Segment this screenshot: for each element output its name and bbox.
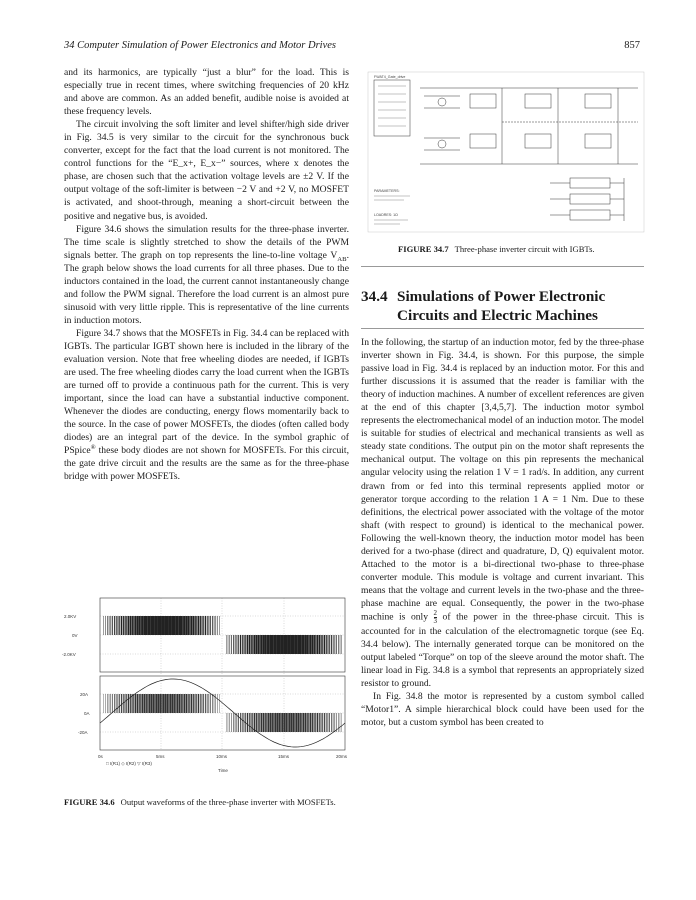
pwm-pulse [282,635,284,654]
pwm-pulse [263,635,265,654]
x-tick-label: 10ms [216,754,228,759]
y-tick-label: -20A [78,730,88,735]
pwm-pulse [195,694,196,713]
figure-34-6-waveforms [58,588,350,788]
pwm-pulse [259,635,261,654]
pwm-pulse [305,713,306,732]
pwm-pulse [205,694,206,713]
pwm-pulse [116,694,117,713]
pwm-pulse [240,635,241,654]
pwm-pulse [167,616,169,635]
pwm-pulse [242,635,243,654]
pwm-pulse [181,616,183,635]
page-number: 857 [624,40,640,51]
pwm-pulse [135,694,136,713]
pwm-pulse [321,713,322,732]
pwm-pulse [231,713,232,732]
pwm-pulse [165,616,167,635]
pwm-pulse [308,713,309,732]
pwm-pulse [256,713,257,732]
pwm-pulse [200,616,201,635]
figure-34-7-schematic [360,66,646,236]
schematic-params-label: PARAMETERS: [374,189,400,193]
pwm-pulse [338,635,339,654]
pwm-pulse [123,616,124,635]
pwm-pulse [286,713,288,732]
paragraph: In Fig. 34.8 the motor is represented by a custom symbol called “Motor1”. A simple hierarchical block could have been used for the motor, but a custom symbol has been created to [361,691,644,729]
pwm-pulse [249,635,250,654]
pwm-pulse [209,616,210,635]
pwm-pulse [268,713,269,732]
pwm-pulse [279,635,281,654]
pwm-pulse [266,635,268,654]
pwm-pulse [303,635,305,654]
pwm-pulse [331,635,332,654]
pwm-pulse [177,694,178,713]
pwm-pulse [139,616,141,635]
pwm-pulse [214,694,215,713]
pwm-pulse [322,635,323,654]
pwm-pulse [161,616,163,635]
pwm-pulse [112,616,113,635]
pwm-pulse [289,635,291,654]
pwm-pulse [280,635,282,654]
pwm-pulse [132,694,133,713]
pwm-pulse [149,694,150,713]
divider [361,328,644,329]
pwm-pulse [188,694,189,713]
pwm-pulse [158,694,160,713]
pwm-pulse [247,713,248,732]
pwm-pulse [251,713,252,732]
pwm-pulse [275,713,276,732]
paragraph: In the following, the startup of an induction motor, fed by the three-phase inverter shown in Fig. 34.4, is shown. For this purpose, the simple passive load in Fig. 34.4 is replaced by an induction motor. For this and further discussions it is assumed that the reader is familiar with the theory of induction machines. A number of excellent references are given at the end of this chapter [3,4,5,7]. The induction motor symbol represents the electromechanical model of an induction motor. The model is suitable for studies of electrical and mechanical transients as well as steady state conditions. The output pin on the motor shaft represents the mechanical output. The voltage on this pin represents the mechanical angular velocity using the relation 1 V = 1 rad/s. In addition, any current drawn from or fed into this terminal represents applied motor or generator torque according to the relation 1 A = 1 Nm. Due to these definitions, the electrical power associated with the voltage of the motor shaft (with respect to ground) is identical to the mechanical power. Following the well-known theory, the induction motor model has been derived for a two-phase (direct and quadrature, D, Q) equivalent motor. Attached to the motor is a bi-directional two-phase to three-phase converter module. This module is voltage and current invariant. This means that the voltage and current levels in the two-phase and the three-phase machine are equal. Consequently, the power in the two-phase machine is only $\frac{2}{3}$ of the power in the three-phase circuit. This is accounted for in the calculation of the electromagnetic torque (see Eq. 34.4 below). The internally generated torque can be monitored on the output labeled “Torque” on top of the sleeve around the motor shaft. The linear load in Fig. 34.8 is a symbol that represents an appropriately sized resistor to ground. [361,337,644,690]
pwm-pulse [259,713,260,732]
pwm-pulse [329,635,330,654]
pwm-pulse [254,713,255,732]
pwm-pulse [322,713,323,732]
pwm-pulse [216,616,217,635]
figure-34-6-caption: FIGURE 34.6 Output waveforms of the three-phase inverter with MOSFETs. [64,797,336,807]
pwm-pulse [202,616,203,635]
pwm-pulse [258,635,260,654]
pwm-pulse [198,694,199,713]
pwm-pulse [153,694,154,713]
pwm-pulse [217,616,218,635]
pwm-pulse [312,635,314,654]
pwm-pulse [154,694,156,713]
pwm-pulse [119,694,120,713]
pwm-pulse [272,713,273,732]
pwm-pulse [233,713,234,732]
pwm-pulse [130,616,131,635]
pwm-pulse [112,694,113,713]
pwm-pulse [326,635,327,654]
section-heading: 34.4 Simulations of Power Electronic Circuits and Electric Machines [361,288,606,324]
pwm-pulse [137,694,138,713]
pwm-pulse [105,616,106,635]
pwm-pulse [324,635,325,654]
pwm-pulse [154,616,156,635]
pwm-pulse [265,635,267,654]
pwm-pulse [314,713,315,732]
pwm-pulse [235,635,236,654]
pwm-pulse [196,694,197,713]
paragraph: and its harmonics, are typically “just a blur” for the load. This is especially true in recent times, where switching frequencies of 20 kHz and above are common. As an added benefit, audible noise is avoided at these frequency levels. [64,67,349,118]
pwm-pulse [245,635,246,654]
pwm-pulse [168,616,170,635]
schematic-components-label: LOADRES: 1Ω [374,213,398,217]
pwm-pulse [261,713,262,732]
pwm-pulse [149,616,151,635]
pwm-pulse [125,616,126,635]
pwm-pulse [161,694,163,713]
pwm-pulse [237,635,238,654]
pwm-pulse [163,616,165,635]
pwm-pulse [167,694,169,713]
pwm-pulse [270,713,271,732]
pwm-pulse [182,616,184,635]
pwm-pulse [179,616,181,635]
pwm-pulse [158,616,160,635]
pwm-pulse [321,635,322,654]
pwm-pulse [177,616,179,635]
pwm-pulse [247,635,248,654]
running-header: 34 Computer Simulation of Power Electronics and Motor Drives [64,40,337,51]
pwm-pulse [249,713,250,732]
pwm-pulse [121,616,122,635]
pwm-pulse [172,616,174,635]
pwm-pulse [336,635,337,654]
pwm-pulse [319,713,320,732]
pwm-pulse [308,635,310,654]
pwm-pulse [287,713,289,732]
pwm-pulse [312,713,313,732]
pwm-pulse [214,616,215,635]
pwm-pulse [326,713,327,732]
pwm-pulse [303,713,304,732]
y-tick-label: -2.0KV [62,652,76,657]
pwm-pulse [328,635,329,654]
pwm-pulse [298,713,299,732]
pwm-pulse [146,616,148,635]
pwm-pulse [291,713,293,732]
pwm-pulse [151,694,152,713]
pwm-pulse [170,616,172,635]
pwm-pulse [202,694,203,713]
pwm-pulse [189,694,190,713]
pwm-pulse [336,713,337,732]
pwm-pulse [300,635,302,654]
pwm-pulse [301,635,303,654]
pwm-pulse [324,713,325,732]
pwm-pulse [307,635,309,654]
divider [361,266,644,267]
pwm-pulse [294,635,296,654]
pwm-pulse [118,694,119,713]
pwm-pulse [156,616,158,635]
pwm-pulse [198,616,199,635]
pwm-pulse [175,616,177,635]
x-tick-label: 5ms [156,754,165,759]
pwm-pulse [270,635,272,654]
pwm-pulse [151,616,153,635]
pwm-pulse [135,616,137,635]
pwm-pulse [191,616,192,635]
pwm-pulse [268,635,270,654]
pwm-pulse [328,713,329,732]
fraction: $\frac{2}{3}$ [433,608,438,625]
pwm-pulse [140,616,142,635]
pwm-pulse [209,694,210,713]
pwm-pulse [186,616,188,635]
pwm-pulse [307,713,308,732]
pwm-pulse [144,694,145,713]
pwm-pulse [315,713,316,732]
pwm-pulse [196,616,197,635]
pwm-pulse [193,694,194,713]
pwm-pulse [296,635,298,654]
pwm-pulse [251,635,252,654]
figure-34-7-caption: FIGURE 34.7 Three-phase inverter circuit with IGBTs. [398,244,595,254]
pwm-pulse [160,694,162,713]
pwm-pulse [279,713,281,732]
pwm-pulse [305,635,307,654]
pwm-pulse [168,694,170,713]
pwm-pulse [212,694,213,713]
pwm-pulse [200,694,201,713]
pwm-pulse [280,713,282,732]
pwm-pulse [293,713,294,732]
pwm-pulse [203,616,204,635]
pwm-pulse [182,694,183,713]
pwm-pulse [310,635,312,654]
pwm-pulse [315,635,316,654]
pwm-pulse [156,694,158,713]
pwm-pulse [179,694,180,713]
pwm-pulse [284,635,286,654]
pwm-pulse [109,616,110,635]
pwm-pulse [184,694,185,713]
pwm-pulse [293,635,295,654]
pwm-pulse [230,635,231,654]
pwm-pulse [238,635,239,654]
x-tick-label: 20ms [336,754,348,759]
pwm-pulse [142,694,143,713]
pwm-pulse [242,713,243,732]
pwm-pulse [335,713,336,732]
pwm-pulse [266,713,267,732]
pwm-pulse [228,635,229,654]
pwm-pulse [319,635,320,654]
x-axis-title: Time [218,768,228,773]
plot-legend: □ I(R1) ◇ I(R2) ▽ I(R3) [106,761,152,766]
left-column [64,66,349,484]
pwm-pulse [296,713,297,732]
pwm-pulse [144,616,146,635]
x-tick-label: 15ms [278,754,290,759]
pwm-pulse [254,635,255,654]
pwm-pulse [289,713,291,732]
pwm-pulse [238,713,239,732]
pwm-pulse [125,694,126,713]
pwm-pulse [160,616,162,635]
pwm-pulse [118,616,119,635]
paragraph: Figure 34.7 shows that the MOSFETs in Fig. 34.4 can be replaced with IGBTs. The particular IGBT shown here is included in the library of the evaluation version. Note that free wheeling diodes are needed, if IGBTs are used. The free wheeling diodes carry the load current when the IGBTs are turned off to provide a continuous path for the current. This is very important, since the load can have a substantial inductive component. Whenever the diodes are conducting, energy flows momentarily back to the source. In the case of power MOSFETs, the diodes (often called body diodes) are an integral part of the device. In the symbol graphic of PSpice® these body diodes are not shown for MOSFETs. For this circuit, the gate drive circuit and the results are the same as for the three-phase bridge with power MOSFETs. [64,327,349,483]
pwm-pulse [335,635,336,654]
pwm-pulse [174,694,175,713]
pwm-pulse [119,616,120,635]
pwm-pulse [291,635,293,654]
pwm-pulse [284,713,286,732]
pwm-pulse [233,635,234,654]
pwm-pulse [184,616,186,635]
y-tick-label: 0A [84,711,90,716]
pwm-pulse [121,694,122,713]
pwm-pulse [210,694,211,713]
pwm-pulse [333,713,334,732]
pwm-pulse [333,635,334,654]
pwm-pulse [140,694,141,713]
pwm-pulse [132,616,133,635]
pwm-pulse [317,713,318,732]
pwm-pulse [231,635,232,654]
pwm-pulse [277,635,279,654]
pwm-pulse [128,694,129,713]
pwm-pulse [314,635,315,654]
pwm-pulse [109,694,110,713]
pwm-pulse [172,694,173,713]
pwm-pulse [263,713,264,732]
pwm-pulse [139,694,140,713]
pwm-pulse [147,694,148,713]
pwm-pulse [273,713,274,732]
pwm-pulse [258,713,259,732]
pwm-pulse [175,694,176,713]
pwm-pulse [191,694,192,713]
pwm-pulse [193,616,194,635]
pwm-pulse [298,635,300,654]
pwm-pulse [235,713,236,732]
paragraph: Figure 34.6 shows the simulation results for the three-phase inverter. The time scale is slightly stretched to show the details of the PWM signals better. The graph on top represents the line-to-line voltage $V_{AB}$. The graph below shows the load currents for all three phases. Due to the inductors contained in the load, the current cannot instantaneously change and follow the PWM signal. Therefore the load current is an almost pure sinusoid with very little ripple. This is representative of the line currents in induction motors. [64,223,349,326]
pwm-pulse [128,616,129,635]
pwm-pulse [186,694,187,713]
pwm-pulse [205,616,206,635]
schematic-title: FWAT4_Gate_drive [374,75,406,79]
pwm-pulse [147,616,149,635]
pwm-pulse [181,694,182,713]
pwm-pulse [146,694,147,713]
pwm-pulse [340,635,341,654]
y-tick-label: 20A [80,692,89,697]
pwm-pulse [133,616,135,635]
pwm-pulse [174,616,176,635]
pwm-pulse [317,635,318,654]
pwm-pulse [244,713,245,732]
pwm-pulse [111,616,112,635]
pwm-pulse [116,616,117,635]
pwm-pulse [126,616,127,635]
pwm-pulse [111,694,112,713]
pwm-pulse [207,616,208,635]
x-tick-label: 0s [98,754,103,759]
pwm-pulse [244,635,245,654]
pwm-pulse [273,635,275,654]
pwm-pulse [189,616,191,635]
paragraph: The circuit involving the soft limiter and level shifter/high side driver in Fig. 34.5 is very similar to the circuit for the synchronous buck converter, except for the fact that the load current is not monitored. The control functions for the “E_x+, E_x−” sources, where x denotes the phase, are chosen such that the activation voltage levels are ±2 V. If the output voltage of the soft-limiter is between −2 V and +2 V, no MOSFET is activated, and shoot-through, meaning a short-circuit between the positive and negative bus, is avoided. [64,119,349,222]
pwm-pulse [256,635,258,654]
pwm-pulse [210,616,211,635]
pwm-pulse [153,616,155,635]
pwm-pulse [252,635,253,654]
pwm-pulse [301,713,302,732]
pwm-pulse [195,616,196,635]
pwm-pulse [170,694,171,713]
pwm-pulse [114,616,115,635]
pwm-pulse [275,635,277,654]
y-tick-label: 0V [72,633,78,638]
pwm-pulse [142,616,144,635]
pwm-pulse [126,694,127,713]
pwm-pulse [240,713,241,732]
pwm-pulse [203,694,204,713]
right-column [361,336,644,729]
pwm-pulse [329,713,330,732]
pwm-pulse [310,713,311,732]
pwm-pulse [272,635,274,654]
pwm-pulse [277,713,279,732]
pwm-pulse [165,694,167,713]
pwm-pulse [286,635,288,654]
pwm-pulse [287,635,289,654]
pwm-pulse [331,713,332,732]
pwm-pulse [294,713,295,732]
y-tick-label: 2.0KV [64,614,77,619]
pwm-pulse [300,713,301,732]
pwm-pulse [212,616,213,635]
pwm-pulse [137,616,139,635]
pwm-pulse [282,713,284,732]
pwm-pulse [261,635,263,654]
pwm-pulse [133,694,134,713]
pwm-pulse [265,713,266,732]
pwm-pulse [107,616,108,635]
pwm-pulse [207,694,208,713]
pwm-pulse [188,616,190,635]
pwm-pulse [163,694,165,713]
